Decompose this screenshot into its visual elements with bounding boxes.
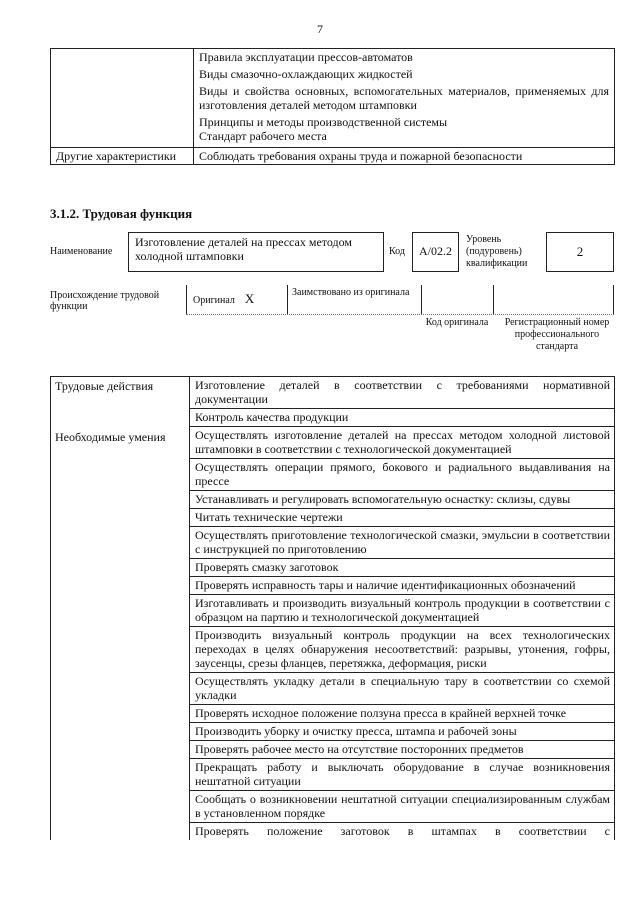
skill-item: Изготавливать и производить визуальный контроль продукции в соответствии с образцом на партию и технологической документацией [190, 594, 614, 626]
skill-item: Проверять смазку заготовок [190, 558, 614, 576]
skill-item: Осуществлять укладку детали в специальную тару в соответствии со схемой укладки [190, 672, 614, 704]
qualification-level-label: Уровень (подуровень) квалификации [466, 234, 528, 269]
skill-item: Проверять рабочее место на отсутствие посторонних предметов [190, 740, 614, 758]
skill-item: Осуществлять приготовление технологической смазки, эмульсии в соответствии с инструкцией по приготовлению [190, 526, 614, 558]
code-original-label: Код оригинала [425, 317, 489, 328]
original-mark: X [244, 291, 255, 306]
original-cell [186, 285, 288, 315]
knowledge-item: Стандарт рабочего места [199, 129, 327, 143]
skill-item: Устанавливать и регулировать вспомогательную оснастку: склизы, сдувы [190, 490, 614, 508]
section-heading: 3.1.2. Трудовая функция [50, 206, 193, 221]
labor-function-table [50, 376, 615, 840]
other-characteristics-value: Соблюдать требования охраны труда и пожарной безопасности [194, 148, 615, 165]
knowledge-values-cell [194, 49, 615, 148]
skill-item: Проверять исправность тары и наличие идентификационных обозначений [190, 576, 614, 594]
items-cell [190, 377, 615, 841]
reg-number-cell [494, 285, 614, 315]
borrowed-cell: Заимствовано из оригинала [288, 285, 422, 315]
reg-number-label: Регистрационный номер профессионального стандарта [504, 317, 610, 352]
other-characteristics-label: Другие характеристики [51, 148, 194, 165]
action-item: Изготовление деталей в соответствии с требованиями нормативной документации [195, 378, 610, 406]
code-label: Код [389, 246, 405, 257]
skills-label: Необходимые умения [55, 430, 166, 444]
function-code-box: A/02.2 [412, 232, 459, 272]
skill-item: Производить уборку и очистку пресса, штампа и рабочей зоны [190, 722, 614, 740]
skill-item: Осуществлять изготовление деталей на прессах методом холодной листовой штамповки в соответствии с технологической документацией [190, 426, 614, 458]
origin-label: Происхождение трудовой функции [50, 290, 160, 312]
knowledge-item: Правила эксплуатации прессов-автоматов [199, 50, 413, 64]
knowledge-item: Принципы и методы производственной системы [199, 115, 448, 129]
skill-item: Прекращать работу и выключать оборудование в случае возникновения нештатной ситуации [190, 758, 614, 790]
skill-item: Производить визуальный контроль продукции на всех технологических переходах в целях обнаружения несоответствий: разрывы, утонения, гофры, заусенцы, срезы фланцев, перетяжка, деформация, риски [190, 626, 614, 672]
knowledge-label-cell [51, 49, 194, 148]
knowledge-item: Виды и свойства основных, вспомогательных материалов, применяемых для изготовления деталей методом штамповки [199, 84, 609, 112]
name-label: Наименование [50, 246, 113, 257]
original-label: Оригинал [193, 295, 235, 306]
code-original-cell [422, 285, 494, 315]
origin-row-baseline [186, 314, 614, 315]
knowledge-item: Виды смазочно-охлаждающих жидкостей [199, 67, 413, 81]
knowledge-table [50, 48, 615, 165]
origin-row [186, 285, 614, 315]
skill-item: Сообщать о возникновении нештатной ситуации специализированным службам в установленном порядке [190, 790, 614, 822]
page-number: 7 [317, 22, 323, 36]
actions-label: Трудовые действия [55, 379, 154, 393]
labels-cell [51, 377, 190, 841]
action-item: Контроль качества продукции [190, 408, 614, 426]
skill-item: Проверять исходное положение ползуна пресса в крайней верхней точке [190, 704, 614, 722]
function-name-box: Изготовление деталей на прессах методом холодной штамповки [128, 232, 384, 272]
qualification-level-box: 2 [546, 232, 614, 272]
skill-item: Читать технические чертежи [190, 508, 614, 526]
skill-item: Проверять положение заготовок в штампах в соответствии с [190, 822, 614, 840]
skill-item: Осуществлять операции прямого, бокового и радиального выдавливания на прессе [190, 458, 614, 490]
